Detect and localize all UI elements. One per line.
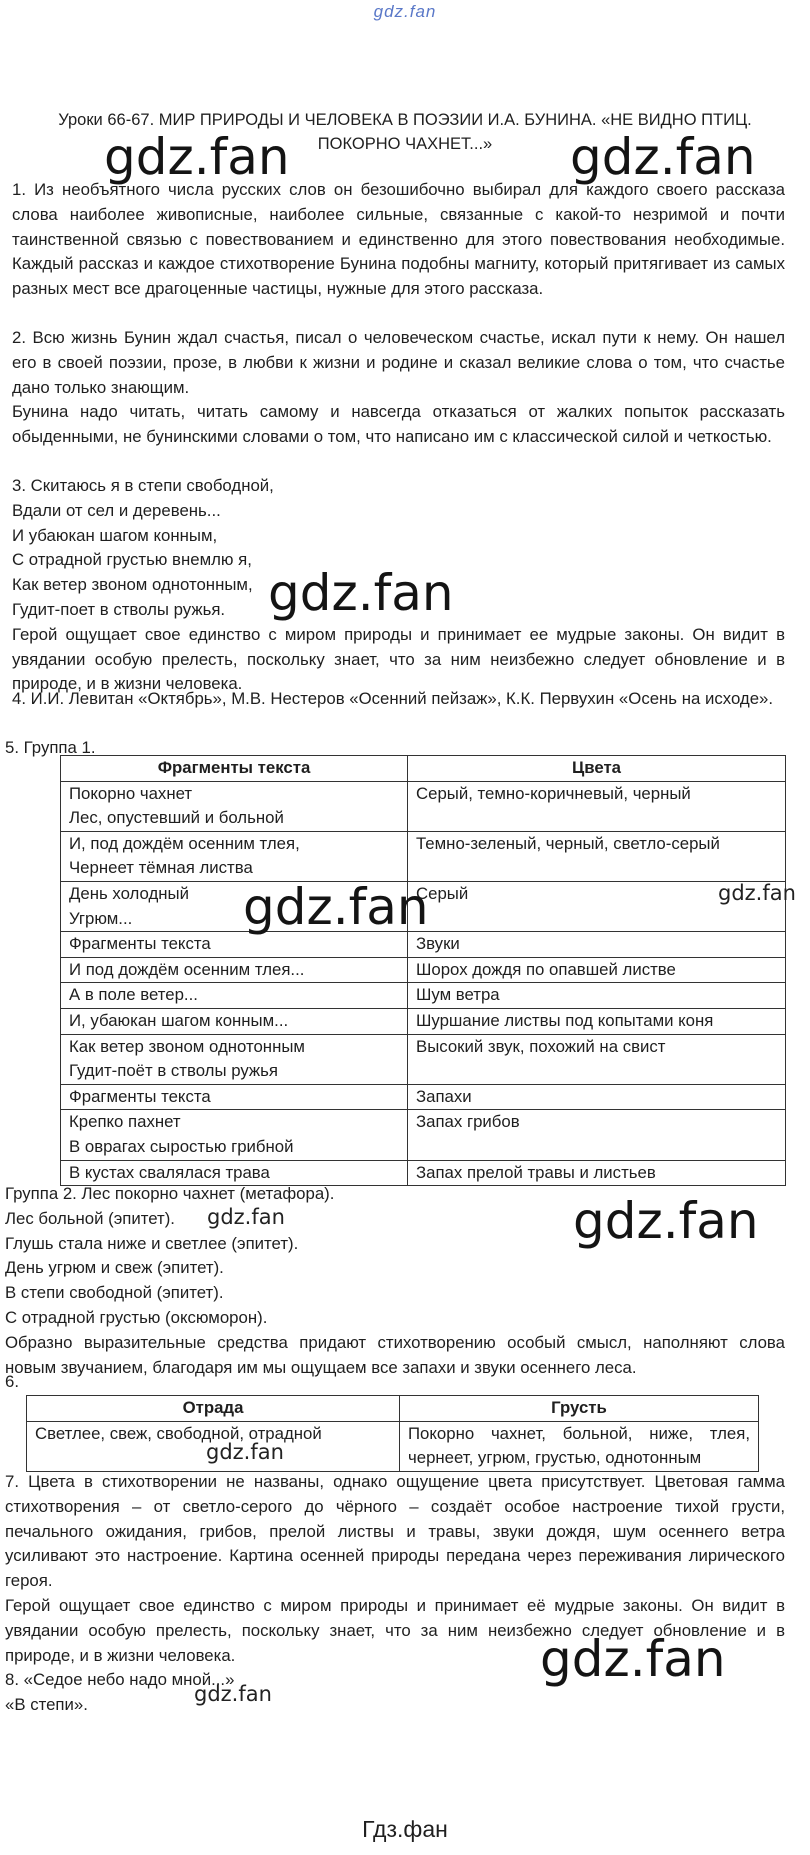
watermark: gdz.fan [570,128,756,186]
paragraph-7: 7. Цвета в стихотворении не названы, однако ощущение цвета присутствует. Цветовая гамма стихотворения – от светло-серого до чёрного – создаёт особое настроение тихой грусти, печального ожидания, грибов, прелой листвы и травы, звуки дождя, шум осеннего ветра усиливают это настроение. Картина осенней природы передана через переживания лирического героя. [5,1472,785,1591]
table-header: Фрагменты текста [61,756,408,782]
table-row [61,831,786,881]
watermark: gdz.fan [718,881,796,905]
table-cell [408,983,786,1009]
table-cell [61,1008,408,1034]
task-8-line: «В степи». [5,1694,88,1714]
table-cell [61,831,408,881]
cell-line: Лес, опустевший и больной [69,808,284,828]
cell-line: И, под дождём осенним тлея, [69,833,300,853]
cell-line: И, убаюкан шагом конным... [69,1010,289,1030]
table-row [61,781,786,831]
cell-line: Звуки [416,934,460,954]
table-cell [408,1160,786,1186]
cell-line: Крепко пахнет [69,1112,181,1132]
table-cell [408,1034,786,1084]
cell-line: Шуршание листвы под копытами коня [416,1010,714,1030]
device-line: День угрюм и свеж (эпитет). [5,1258,224,1278]
device-line: В степи свободной (эпитет). [5,1283,224,1303]
watermark: gdz.fan [207,1205,285,1229]
table-row [61,983,786,1009]
cell-line: В кустах свалялася трава [69,1162,270,1182]
table-header: Цвета [408,756,786,782]
joy-sadness-table [26,1395,759,1472]
cell-line: Фрагменты текста [69,1086,211,1106]
watermark: gdz.fan [573,1192,759,1250]
title-line-2: ПОКОРНО ЧАХНЕТ...» [317,135,493,153]
table-cell [408,957,786,983]
cell-line: Покорно чахнет [69,783,193,803]
cell-line: Светлее, свеж, свободной, отрадной [35,1423,322,1443]
table-cell [61,983,408,1009]
cell-line: Запах грибов [416,1112,520,1132]
table-header: Отрада [27,1396,400,1422]
colors-sounds-smells-table [60,755,786,1186]
cell-line: А в поле ветер... [69,985,198,1005]
poem-line: С отрадной грустью внемлю я, [12,550,252,570]
watermark: gdz.fan [268,564,454,622]
cell-line: День холодный [69,883,189,903]
table-body [27,1421,759,1471]
table-cell [61,957,408,983]
table-body [61,781,786,1186]
table-row [61,957,786,983]
table-cell [61,781,408,831]
group-1-label: 5. Группа 1. [5,738,96,757]
task-6-label: 6. [5,1372,19,1391]
cell-line: Шорох дождя по опавшей листве [416,959,676,979]
cell-line: Запахи [416,1086,472,1106]
watermark: gdz.fan [243,878,429,936]
device-line: С отрадной грустью (оксюморон). [5,1308,268,1327]
group-2-label: Группа 2. Лес покорно чахнет (метафора). [5,1184,335,1203]
table-cell [400,1421,759,1471]
table-cell [61,1034,408,1084]
table-cell [408,831,786,881]
paragraph-devices: Образно выразительные средства придают стихотворению особый смысл, наполняют слова новым звучанием, благодаря им мы ощущаем все запахи и звуки осеннего леса. [5,1332,785,1377]
table-cell [61,1084,408,1110]
cell-line: Гудит-поёт в стволы ружья [69,1061,278,1081]
cell-line: Серый [416,883,469,903]
cell-line: И под дождём осенним тлея... [69,959,305,979]
table-cell [408,932,786,958]
poem-line: Гудит-поет в стволы ружья. [12,600,226,619]
table-cell [408,1008,786,1034]
device-line: Лес больной (эпитет). [5,1208,175,1228]
table-row [61,1008,786,1034]
paragraph-3: Бунина надо читать, читать самому и навсегда отказаться от жалких попыток рассказать обыденными, не бунинскими словами о том, что написано им с классической силой и четкостью. [12,402,785,446]
table-header: Грусть [400,1396,759,1422]
poem-line: И убаюкан шагом конным, [12,525,218,545]
cell-line: Серый, темно-коричневый, черный [416,783,691,803]
cell-line: Чернеет тёмная листва [69,858,253,878]
poem-line: Вдали от сел и деревень... [12,500,221,520]
cell-line: Как ветер звоном однотонным [69,1036,305,1056]
table-cell [408,781,786,831]
table-row [61,1110,786,1160]
watermark: gdz.fan [206,1440,284,1464]
table-cell [408,1084,786,1110]
cell-line: Фрагменты текста [69,934,211,954]
paragraph-8: Герой ощущает свое единство с миром природы и принимает её мудрые законы. Он видит в увядании особую прелесть, поскольку знает, что за ним неизбежно следует обновление и в природе, и в жизни человека. [5,1596,785,1665]
table-row [61,1034,786,1084]
top-watermark: gdz.fan [373,2,437,21]
cell-line: Запах прелой травы и листьев [416,1162,656,1182]
task-8-line: 8. «Седое небо надо мной...» [5,1670,235,1689]
device-line: Глушь стала ниже и светлее (эпитет). [5,1233,299,1253]
table-row [61,1084,786,1110]
watermark: gdz.fan [104,128,290,186]
cell-line: Угрюм... [69,908,133,928]
paragraph-2: 2. Всю жизнь Бунин ждал счастья, писал о человеческом счастье, искал пути к нему. Он нашел его в своей поэзии, прозе, в любви к жизни и родине и сказал великие слова о том, что счастье дано только знающим. [12,328,785,397]
title-line-1: Уроки 66-67. МИР ПРИРОДЫ И ЧЕЛОВЕКА В ПОЭЗИИ И.А. БУНИНА. «НЕ ВИДНО ПТИЦ. [58,111,752,129]
cell-line: Шум ветра [416,985,500,1005]
watermark: gdz.fan [540,1630,726,1688]
cell-line: Темно-зеленый, черный, светло-серый [416,833,720,853]
watermark: gdz.fan [194,1682,272,1706]
paragraph-4: Герой ощущает свое единство с миром природы и принимает ее мудрые законы. Он видит в увядании особую прелесть, поскольку знает, что за ним неизбежно следует обновление и в природе, и в жизни человека. [12,624,785,694]
paragraph-5: 4. И.И. Левитан «Октябрь», М.В. Нестеров «Осенний пейзаж», К.К. Первухин «Осень на исходе». [12,689,774,709]
paragraph-1: 1. Из необъятного числа русских слов он безошибочно выбирал для каждого своего рассказа слова наиболее живописные, наиболее сильные, связанные с какой-то незримой и почти таинственной связью с повествованием и единственно для этого повествования необходимые. Каждый рассказ и каждое стихотворение Бунина подобны магниту, который притягивает из самых разных мест все драгоценные частицы, нужные для этого рассказа. [12,180,785,299]
table-row [27,1421,759,1471]
poem-line: Как ветер звоном однотонным, [12,575,253,595]
footer-signature: Гдз.фан [362,1816,448,1842]
cell-line: Высокий звук, похожий на свист [416,1036,666,1056]
table-cell [408,1110,786,1160]
poem-line: 3. Скитаюсь я в степи свободной, [12,476,274,495]
cell-line: Покорно чахнет, больной, ниже, тлея, чернеет, угрюм, грустью, однотонным [408,1423,750,1468]
table-cell [61,1110,408,1160]
cell-line: В оврагах сыростью грибной [69,1136,294,1156]
